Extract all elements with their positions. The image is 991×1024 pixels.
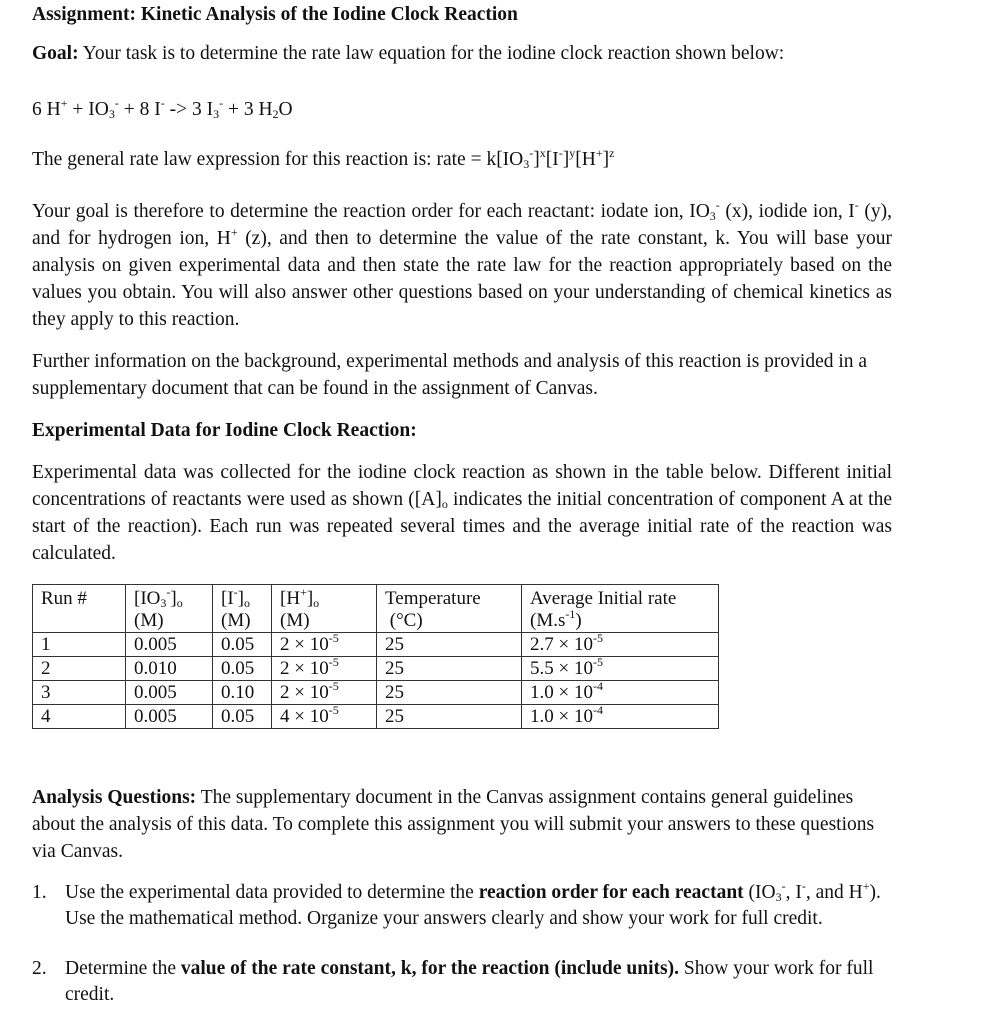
header-run: Run # (33, 585, 126, 633)
table-row: 1 0.005 0.05 $2 \times 10^{-5}$ 25 $2.7 \times 10^{-5}$ (33, 633, 719, 657)
goal-text: Your task is to determine the rate law equation for the iodine clock reaction shown below: (78, 43, 785, 64)
header-hydrogen: $[H^+]_o$ (M) (272, 585, 377, 633)
analysis-label: Analysis Questions: (32, 787, 197, 808)
header-iodide: $[I^-]_o$ (M) (213, 585, 272, 633)
table-row: 2 0.010 0.05 $2 \times 10^{-5}$ 25 $5.5 \times 10^{-5}$ (33, 657, 719, 681)
table-header-row (33, 585, 719, 633)
table-row: 4 0.005 0.05 $4 \times 10^{-5}$ 25 $1.0 \times 10^{-4}$ (33, 705, 719, 729)
further-info-paragraph: Further information on the background, experimental methods and analysis of this reaction is provided in a supplementary document that can be found in the assignment of Canvas. (32, 351, 868, 399)
question-item: 1. Use the experimental data provided to determine the reaction order for each reactant ($IO_3^-$, I-, and H+). Use the mathematical method. Organize your answers clearly and show your work for full credit. (32, 879, 881, 929)
reaction-equation: 6 $H^+ + IO_3^- + 8$ I- -> 3 $I_3^- + 3$ $H_2O$ (32, 96, 293, 121)
table-row: 3 0.005 0.10 $2 \times 10^{-5}$ 25 $1.0 \times 10^{-4}$ (33, 681, 719, 705)
assignment-title: Assignment: Kinetic Analysis of the Iodine Clock Reaction (32, 4, 518, 25)
header-temperature: Temperature (°C) (377, 585, 522, 633)
analysis-paragraph: Analysis Questions: The supplementary document in the Canvas assignment contains general guidelines about the analysis of this data. To complete this assignment you will submit your answers to these questions via Canvas. (32, 787, 875, 862)
header-rate: Average Initial rate $(M.s^{-1})$ (522, 585, 719, 633)
question-item: 2. Determine the value of the rate constant, k, for the reaction (include units). Show your work for full credit. (32, 958, 874, 1005)
data-intro-paragraph: Experimental data was collected for the iodine clock reaction as shown in the table below. Different initial concentrations of reactants were used as shown ($[A]_o$ indicates the initial concentration of component A at the start of the reaction). Each run was repeated several times and the average initial rate of the reaction was calculated. (32, 462, 892, 564)
question-list (32, 880, 912, 1007)
header-iodate: $[IO_3^-]_o$ (M) (126, 585, 213, 633)
experimental-data-table (32, 584, 719, 729)
data-section-heading: Experimental Data for Iodine Clock Reaction: (32, 420, 417, 441)
goal-detail-paragraph: Your goal is therefore to determine the reaction order for each reactant: iodate ion, $IO_3^-$ (x), iodide ion, I- (y), and for hydrogen ion, H+ (z), and then to determine the value of the rate constant, k. You will base your analysis on given experimental data and then state the rate law for the reaction appropriately based on the values you obtain. You will also answer other questions based on your understanding of chemical kinetics as they apply to this reaction. (32, 198, 892, 330)
goal-label: Goal: (32, 43, 79, 64)
goal-statement (32, 43, 784, 65)
rate-law-expression: The general rate law expression for this reaction is: rate = $k[IO_3^-]^x[I^-]^y[H^+]^z$ (32, 146, 615, 171)
